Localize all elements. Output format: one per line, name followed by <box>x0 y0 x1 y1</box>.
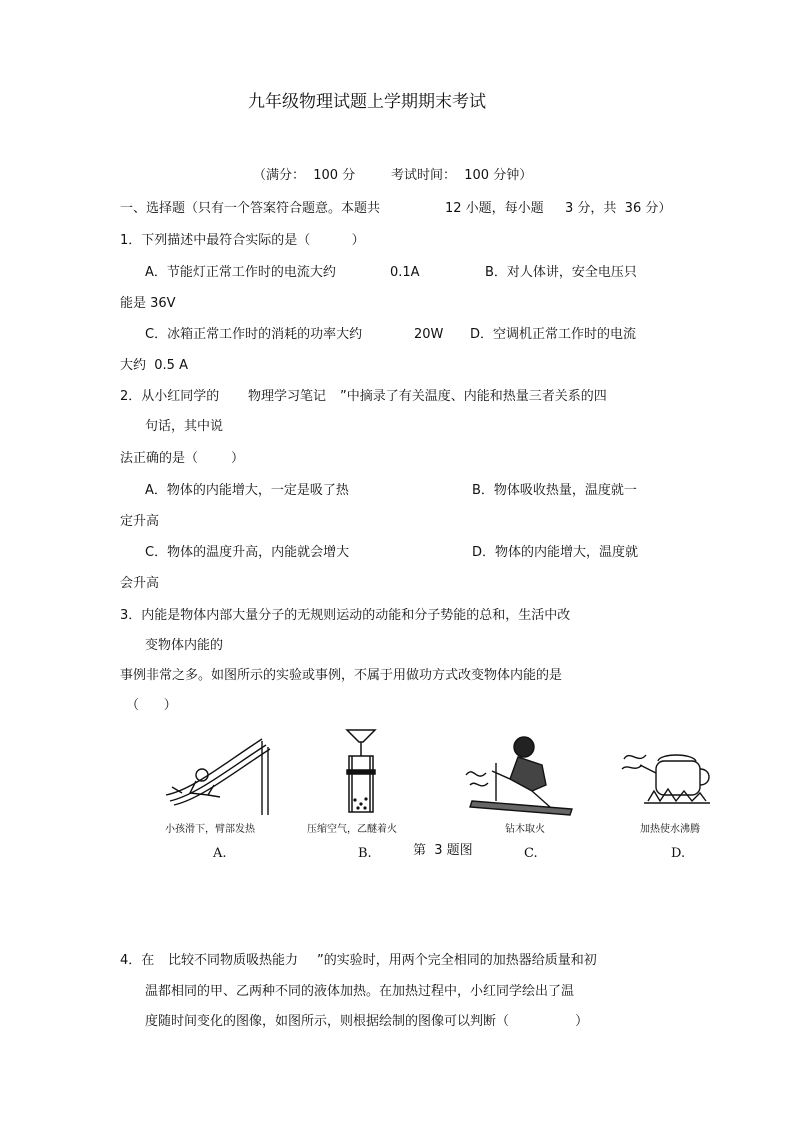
question-4-experiment: 比较不同物质吸热能力 <box>168 953 299 968</box>
figure-a-letter: A. <box>213 846 227 861</box>
q2-option-c: C．物体的温度升高，内能就会增大 <box>145 545 350 560</box>
slide-illustration <box>162 735 272 815</box>
figure-a-caption: 小孩滑下，臂部发热 <box>165 824 255 835</box>
boiling-kettle-illustration <box>618 745 718 815</box>
q2-option-b-cont: 定升高 <box>120 514 160 529</box>
score-info: （满分： 100 分 <box>253 168 356 183</box>
section-heading-count: 12 小题，每小题 <box>445 201 544 216</box>
question-2-stem-line2: 句话，其中说 <box>145 419 224 434</box>
question-2-stem: 2．从小红同学的 <box>120 389 220 404</box>
figure-d-letter: D. <box>671 846 686 861</box>
q1-option-a-value: 0.1A <box>390 265 420 280</box>
section-heading: 一、选择题（只有一个答案符合题意。本题共 <box>120 201 381 216</box>
figure-d-caption: 加热使水沸腾 <box>640 824 700 835</box>
q1-option-d-cont: 大约 0.5 A <box>120 358 188 373</box>
question-2-stem-line3: 法正确的是（ ） <box>120 451 245 466</box>
question-4-stem: 4．在 <box>120 953 155 968</box>
figure-3-label: 第 3 题图 <box>413 843 473 858</box>
figure-b-letter: B. <box>358 846 372 861</box>
q1-option-c: C．冰箱正常工作时的消耗的功率大约 <box>145 327 363 342</box>
drilling-wood-illustration <box>462 735 582 820</box>
q2-option-d-cont: 会升高 <box>120 576 160 591</box>
q1-option-a: A．节能灯正常工作时的电流大约 <box>145 265 336 280</box>
q1-option-c-value: 20W <box>414 327 444 342</box>
question-3-stem-line2: 变物体内能的 <box>145 638 224 653</box>
page-title: 九年级物理试题上学期期末考试 <box>248 92 486 112</box>
question-4-stem-line3: 度随时间变化的图像，如图所示，则根据绘制的图像可以判断（ ） <box>145 1014 589 1029</box>
question-2-stem-cont: ”中摘录了有关温度、内能和热量三者关系的四 <box>340 389 607 404</box>
question-3-stem-line3: 事例非常之多。如图所示的实验或事例，不属于用做功方式改变物体内能的是 <box>120 668 563 683</box>
q2-option-b: B．物体吸收热量，温度就一 <box>472 483 637 498</box>
figure-c-caption: 钻木取火 <box>505 824 545 835</box>
question-3-answer-paren: （ ） <box>126 698 177 713</box>
section-heading-score: 3 分，共 36 分） <box>565 201 672 216</box>
question-3-stem: 3．内能是物体内部大量分子的无规则运动的动能和分子势能的总和，生活中改 <box>120 608 571 623</box>
q1-option-b-cont: 能是 36V <box>120 296 176 311</box>
figure-c-letter: C. <box>524 846 538 861</box>
question-2-notebook: 物理学习笔记 <box>248 389 327 404</box>
q2-option-d: D．物体的内能增大，温度就 <box>472 545 639 560</box>
time-info: 考试时间： 100 分钟） <box>391 168 533 183</box>
q1-option-b: B．对人体讲，安全电压只 <box>485 265 637 280</box>
compression-cylinder-illustration <box>341 726 381 816</box>
question-4-stem-line2: 温都相同的甲、乙两种不同的液体加热。在加热过程中，小红同学绘出了温 <box>145 984 575 999</box>
figure-b-caption: 压缩空气，乙醚着火 <box>307 824 397 835</box>
question-4-stem-cont: ”的实验时，用两个完全相同的加热器给质量和初 <box>317 953 597 968</box>
question-1-stem: 1．下列描述中最符合实际的是（ ） <box>120 233 365 248</box>
q1-option-d: D．空调机正常工作时的电流 <box>470 327 637 342</box>
q2-option-a: A．物体的内能增大，一定是吸了热 <box>145 483 349 498</box>
